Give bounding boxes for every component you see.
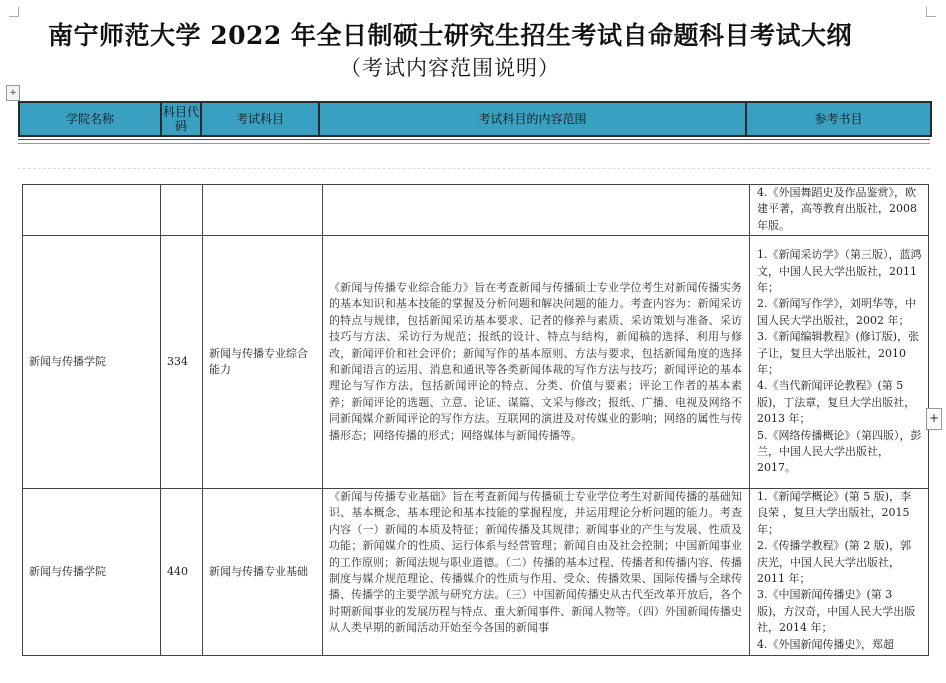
document-title: 南宁师范大学 2022 年全日制硕士研究生招生考试自命题科目考试大纲 xyxy=(48,21,852,50)
cell-code: 440 xyxy=(161,489,203,656)
syllabus-table xyxy=(22,184,929,656)
header-references: 参考书目 xyxy=(746,102,931,136)
page-break-line xyxy=(18,168,930,169)
cell-references xyxy=(750,236,929,489)
table-row xyxy=(23,236,929,489)
cell-subject: 新闻与传播专业综合能力 xyxy=(203,236,323,489)
cell-college: 新闻与传播学院 xyxy=(23,236,161,489)
cell-subject: 新闻与传播专业基础 xyxy=(203,489,323,656)
cell-code xyxy=(161,185,203,236)
add-column-button[interactable]: + xyxy=(926,408,942,430)
header-row xyxy=(19,102,931,136)
cell-code: 334 xyxy=(161,236,203,489)
document-subtitle: （考试内容范围说明） xyxy=(340,56,560,80)
cell-scope xyxy=(323,185,750,236)
header-code: 科目代码 xyxy=(161,102,201,136)
header-college: 学院名称 xyxy=(19,102,161,136)
cell-subject xyxy=(203,185,323,236)
cell-college xyxy=(23,185,161,236)
references-list: 1.《新闻学概论》(第 5 版)，李良荣 ，复旦大学出版社，2015 年； 2.《传播学教程》(第 2 版)，郭庆光，中国人民大学出版社，2011 年； 3.《中国新闻传播史》(第 3 版)，方汉奇，中国人民大学出版社，2014 年； 4.《外国新闻传播史》，郑超 xyxy=(757,490,916,651)
cell-references: 4.《外国舞蹈史及作品鉴赏》，欧建平著，高等教育出版社，2008 年版。 xyxy=(750,185,929,236)
table-row xyxy=(23,489,929,656)
references-list: 1.《新闻采访学》（第三版），蓝鸿文，中国人民大学出版社，2011 年； 2.《新闻写作学》，刘明华等，中国人民大学出版社，2002 年； 3.《新闻编辑教程》(修订版)，张子让，复旦大学出版社，2010 年； 4.《当代新闻评论教程》(第 5 版)，丁法章，复旦大学出版社，2013 年； 5.《网络传播概论》（第四版），彭兰，中国人民大学出版社，2017。 xyxy=(757,248,922,475)
scope-text: 《新闻与传播专业基础》旨在考查新闻与传播硕士专业学位考生对新闻传播的基础知识、基本概念、基本理论和基本技能的掌握程度，并运用理论分析问题的能力。考查内容（一）新闻的本质及特征；新闻传播及其规律；新闻事业的产生与发展、性质及功能；新闻媒介的性质、运行体系与经营管理；新闻自由及社会控制；中国新闻事业的工作原则；新闻法规与职业道德。（二）传播的基本过程、传播者和传播内容、传播制度与媒介规范理论、传播媒介的性质与作用、受众、传播效果、国际传播与全球传播、传播学的主要学派与研究方法。（三）中国新闻传播史从古代至改革开放后，各个时期新闻事业的发展历程与特点、重大新闻事件、新闻人物等。（四）外国新闻传播史从人类早期的新闻活动开始至今各国的新闻事 xyxy=(329,490,742,635)
header-divider xyxy=(18,139,930,144)
header-table xyxy=(18,101,932,137)
table-row xyxy=(23,185,929,236)
cell-scope xyxy=(323,489,750,656)
header-scope: 考试科目的内容范围 xyxy=(319,102,746,136)
table-move-handle[interactable]: + xyxy=(6,85,20,101)
cell-college: 新闻与传播学院 xyxy=(23,489,161,656)
cell-scope: 《新闻与传播专业综合能力》旨在考查新闻与传播硕士专业学位考生对新闻传播实务的基本知识和基本技能的掌握及分析问题和解决问题的能力。考查内容为：新闻采访的特点与规律，包括新闻采访基本要求、记者的修养与素质、采访策划与准备、采访技巧与方法、采访行为规范；报纸的设计、特点与结构，新闻稿的选择、利用与修改，新闻评价和社会评价；新闻写作的基本原则、方法与要求，包括新闻角度的选择和新闻语言的运用、消息和通讯等各类新闻体裁的写作方法与技巧；新闻评论的基本理论与写作方法，包括新闻评论的特点、分类、价值与要素；评论工作者的基本素养；新闻评论的选题、立意、论证、谋篇、文采与修改；报纸、广播、电视及网络不同新闻媒介新闻评论的写作方法。互联网的演进及对传媒业的影响；网络的属性与传播形态；网络传播的形式；网络媒体与新闻传播等。 xyxy=(323,236,750,489)
header-subject: 考试科目 xyxy=(201,102,319,136)
page-corner-mark-right xyxy=(926,7,936,17)
cell-references xyxy=(750,489,929,656)
